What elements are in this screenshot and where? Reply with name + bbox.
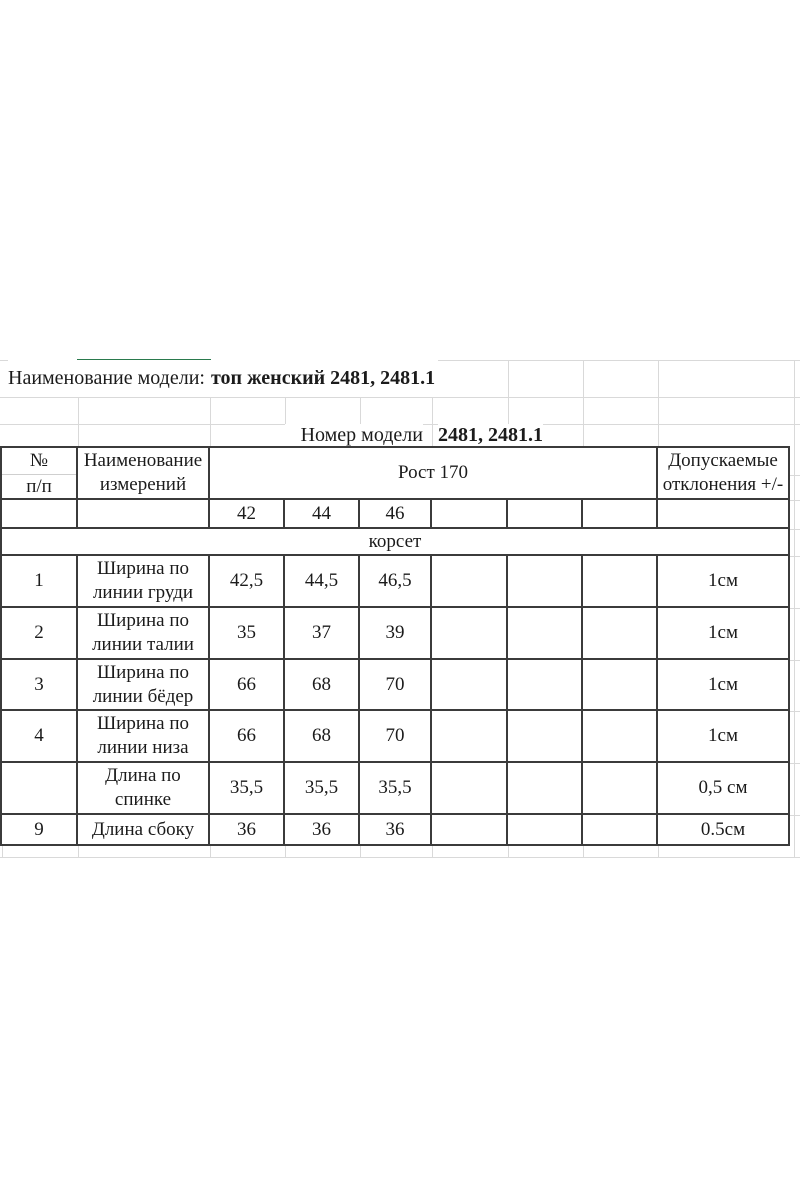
gridline: [78, 424, 79, 447]
gridline: [658, 424, 659, 447]
row-3-value-42[interactable]: [210, 660, 285, 711]
size-cell-44[interactable]: [285, 500, 360, 529]
gridline: [508, 397, 509, 424]
cell-value: 36: [237, 818, 256, 840]
header-tolerance-line1: Допускаемые: [668, 450, 778, 471]
row-6-value-42[interactable]: [210, 815, 285, 844]
cell-value: 36: [312, 818, 331, 840]
row-5-tolerance[interactable]: [658, 763, 788, 815]
gridline: [790, 475, 800, 476]
cell-value: 35,5: [229, 777, 264, 798]
row-name-line2: спинке: [114, 789, 172, 810]
model-name-value: топ женский 2481, 2481.1: [210, 367, 436, 389]
empty-cell[interactable]: [583, 556, 658, 608]
row-name-line1: Длина по: [105, 765, 181, 786]
tolerance-value: 0.5см: [700, 818, 746, 840]
row-3-name[interactable]: [78, 660, 210, 711]
cell-value: 37: [312, 622, 331, 643]
gridline: [583, 846, 584, 857]
row-1-name[interactable]: [78, 556, 210, 608]
cell-value: 39: [385, 622, 405, 643]
row-name-line1: Ширина по: [96, 610, 190, 631]
empty-cell[interactable]: [583, 815, 658, 844]
gridline: [210, 846, 211, 857]
empty-cell[interactable]: [508, 763, 583, 815]
gridline: [583, 397, 584, 424]
empty-cell[interactable]: [583, 660, 658, 711]
row-3-tolerance[interactable]: [658, 660, 788, 711]
cell-value: 35: [237, 622, 256, 643]
header-height-cell[interactable]: [210, 448, 658, 500]
tolerance-value: 1см: [708, 622, 738, 643]
model-number-value-cell[interactable]: [438, 424, 543, 447]
tolerance-value: 1см: [708, 673, 738, 695]
cell-value: 36: [385, 818, 405, 840]
cell-value: 70: [385, 673, 405, 695]
cell-value: 42,5: [229, 570, 264, 591]
row-2-tolerance[interactable]: [658, 608, 788, 660]
cell-value: 66: [237, 673, 256, 695]
row-3-num[interactable]: [2, 660, 78, 711]
empty-cell[interactable]: [432, 608, 508, 660]
header-number-line1: №: [2, 448, 76, 475]
empty-cell[interactable]: [2, 500, 78, 529]
row-1-num[interactable]: [2, 556, 78, 608]
gridline: [78, 397, 79, 424]
size-label: 46: [385, 502, 405, 524]
gridline: [210, 424, 211, 447]
model-number-label-cell[interactable]: [285, 424, 423, 447]
size-label: 44: [312, 502, 331, 524]
measurements-table: [2, 448, 788, 844]
header-name-cell[interactable]: [78, 448, 210, 500]
row-6-value-46[interactable]: [360, 815, 432, 844]
gridline: [658, 361, 659, 397]
model-number-value: 2481, 2481.1: [438, 424, 543, 446]
row-1-tolerance[interactable]: [658, 556, 788, 608]
header-height-label: Рост 170: [397, 462, 469, 483]
header-tolerance-cell[interactable]: [658, 448, 788, 500]
gridline: [790, 660, 800, 661]
header-number-line2: п/п: [26, 476, 52, 497]
row-name-line2: линии низа: [97, 737, 189, 758]
row-2-name[interactable]: [78, 608, 210, 660]
gridline: [2, 846, 3, 857]
empty-cell[interactable]: [508, 608, 583, 660]
row-5-value-42[interactable]: [210, 763, 285, 815]
gridline: [360, 846, 361, 857]
tolerance-value: 1см: [708, 725, 738, 746]
gridline: [583, 361, 584, 397]
gridline: [794, 360, 795, 857]
gridline: [790, 711, 800, 712]
row-1-value-44[interactable]: [285, 556, 360, 608]
gridline: [790, 556, 800, 557]
empty-cell[interactable]: [432, 660, 508, 711]
size-cell-46[interactable]: [360, 500, 432, 529]
row-4-tolerance[interactable]: [658, 711, 788, 763]
empty-cell[interactable]: [583, 608, 658, 660]
row-6-tolerance[interactable]: [658, 815, 788, 844]
model-number-label: Номер модели: [300, 424, 423, 446]
cell-value: 68: [312, 725, 331, 746]
row-num: 3: [34, 673, 44, 695]
row-name-line1: Ширина по: [96, 713, 190, 734]
empty-cell[interactable]: [508, 815, 583, 844]
row-4-value-46[interactable]: [360, 711, 432, 763]
row-name-line1: Ширина по: [96, 661, 190, 683]
row-6-num[interactable]: [2, 815, 78, 844]
row-name-line2: линии бёдер: [92, 685, 194, 707]
cell-value: 46,5: [378, 570, 412, 591]
row-name-line2: линии талии: [92, 634, 194, 655]
row-6-value-44[interactable]: [285, 815, 360, 844]
row-4-name[interactable]: [78, 711, 210, 763]
row-5-value-46[interactable]: [360, 763, 432, 815]
gridline: [508, 361, 509, 397]
header-number-cell[interactable]: [2, 448, 78, 500]
tolerance-value: 1см: [708, 570, 738, 591]
row-name-line1: Ширина по: [96, 558, 190, 579]
row-2-num[interactable]: [2, 608, 78, 660]
header-name-line2: измерений: [99, 474, 187, 495]
empty-cell[interactable]: [432, 763, 508, 815]
gridline: [658, 397, 659, 424]
row-3-value-44[interactable]: [285, 660, 360, 711]
gridline: [432, 424, 433, 447]
gridline: [0, 397, 800, 398]
row-5-num[interactable]: [2, 763, 78, 815]
row-3-value-46[interactable]: [360, 660, 432, 711]
empty-cell[interactable]: [583, 500, 658, 529]
cell-value: 35,5: [378, 777, 412, 798]
cell-value: 44,5: [304, 570, 339, 591]
cell-value: 66: [237, 725, 256, 746]
empty-cell[interactable]: [432, 500, 508, 529]
row-1-value-46[interactable]: [360, 556, 432, 608]
gridline: [210, 397, 211, 424]
gridline: [658, 846, 659, 857]
gridline: [432, 397, 433, 424]
tolerance-value: 0,5 см: [698, 777, 748, 798]
gridline: [78, 846, 79, 857]
size-label: 42: [237, 502, 256, 524]
row-num: 1: [34, 570, 44, 591]
row-4-value-44[interactable]: [285, 711, 360, 763]
row-6-name[interactable]: [78, 815, 210, 844]
empty-cell[interactable]: [432, 556, 508, 608]
gridline: [285, 397, 286, 424]
row-5-name[interactable]: [78, 763, 210, 815]
gridline: [790, 500, 800, 501]
gridline: [790, 815, 800, 816]
empty-cell[interactable]: [432, 711, 508, 763]
gridline: [508, 846, 509, 857]
row-4-value-42[interactable]: [210, 711, 285, 763]
section-korset-cell[interactable]: [2, 529, 788, 556]
row-5-value-44[interactable]: [285, 763, 360, 815]
row-name-line1: Длина сбоку: [91, 818, 195, 840]
empty-cell[interactable]: [583, 763, 658, 815]
cell-value: 68: [312, 673, 331, 695]
row-2-value-42[interactable]: [210, 608, 285, 660]
row-num: 2: [34, 622, 44, 643]
row-2-value-44[interactable]: [285, 608, 360, 660]
gridline: [0, 857, 800, 858]
section-label: корсет: [368, 530, 422, 552]
empty-cell[interactable]: [508, 556, 583, 608]
model-name-label: Наименование модели:: [8, 367, 205, 389]
header-name-line1: Наименование: [83, 450, 203, 471]
row-num: 9: [34, 818, 44, 840]
gridline: [790, 763, 800, 764]
empty-cell[interactable]: [78, 500, 210, 529]
size-cell-42[interactable]: [210, 500, 285, 529]
model-name-cell[interactable]: [8, 360, 438, 397]
gridline: [432, 846, 433, 857]
gridline: [790, 608, 800, 609]
row-2-value-46[interactable]: [360, 608, 432, 660]
row-1-value-42[interactable]: [210, 556, 285, 608]
cell-value: 35,5: [304, 777, 339, 798]
empty-cell[interactable]: [508, 711, 583, 763]
gridline: [583, 424, 584, 447]
gridline: [285, 846, 286, 857]
empty-cell[interactable]: [658, 500, 788, 529]
cell-value: 70: [385, 725, 405, 746]
row-4-num[interactable]: [2, 711, 78, 763]
row-name-line2: линии груди: [92, 582, 194, 603]
empty-cell[interactable]: [583, 711, 658, 763]
gridline: [360, 397, 361, 424]
gridline: [790, 529, 800, 530]
empty-cell[interactable]: [508, 500, 583, 529]
empty-cell[interactable]: [508, 660, 583, 711]
empty-cell[interactable]: [432, 815, 508, 844]
header-tolerance-line2: отклонения +/-: [662, 474, 784, 495]
row-num: 4: [34, 725, 44, 746]
